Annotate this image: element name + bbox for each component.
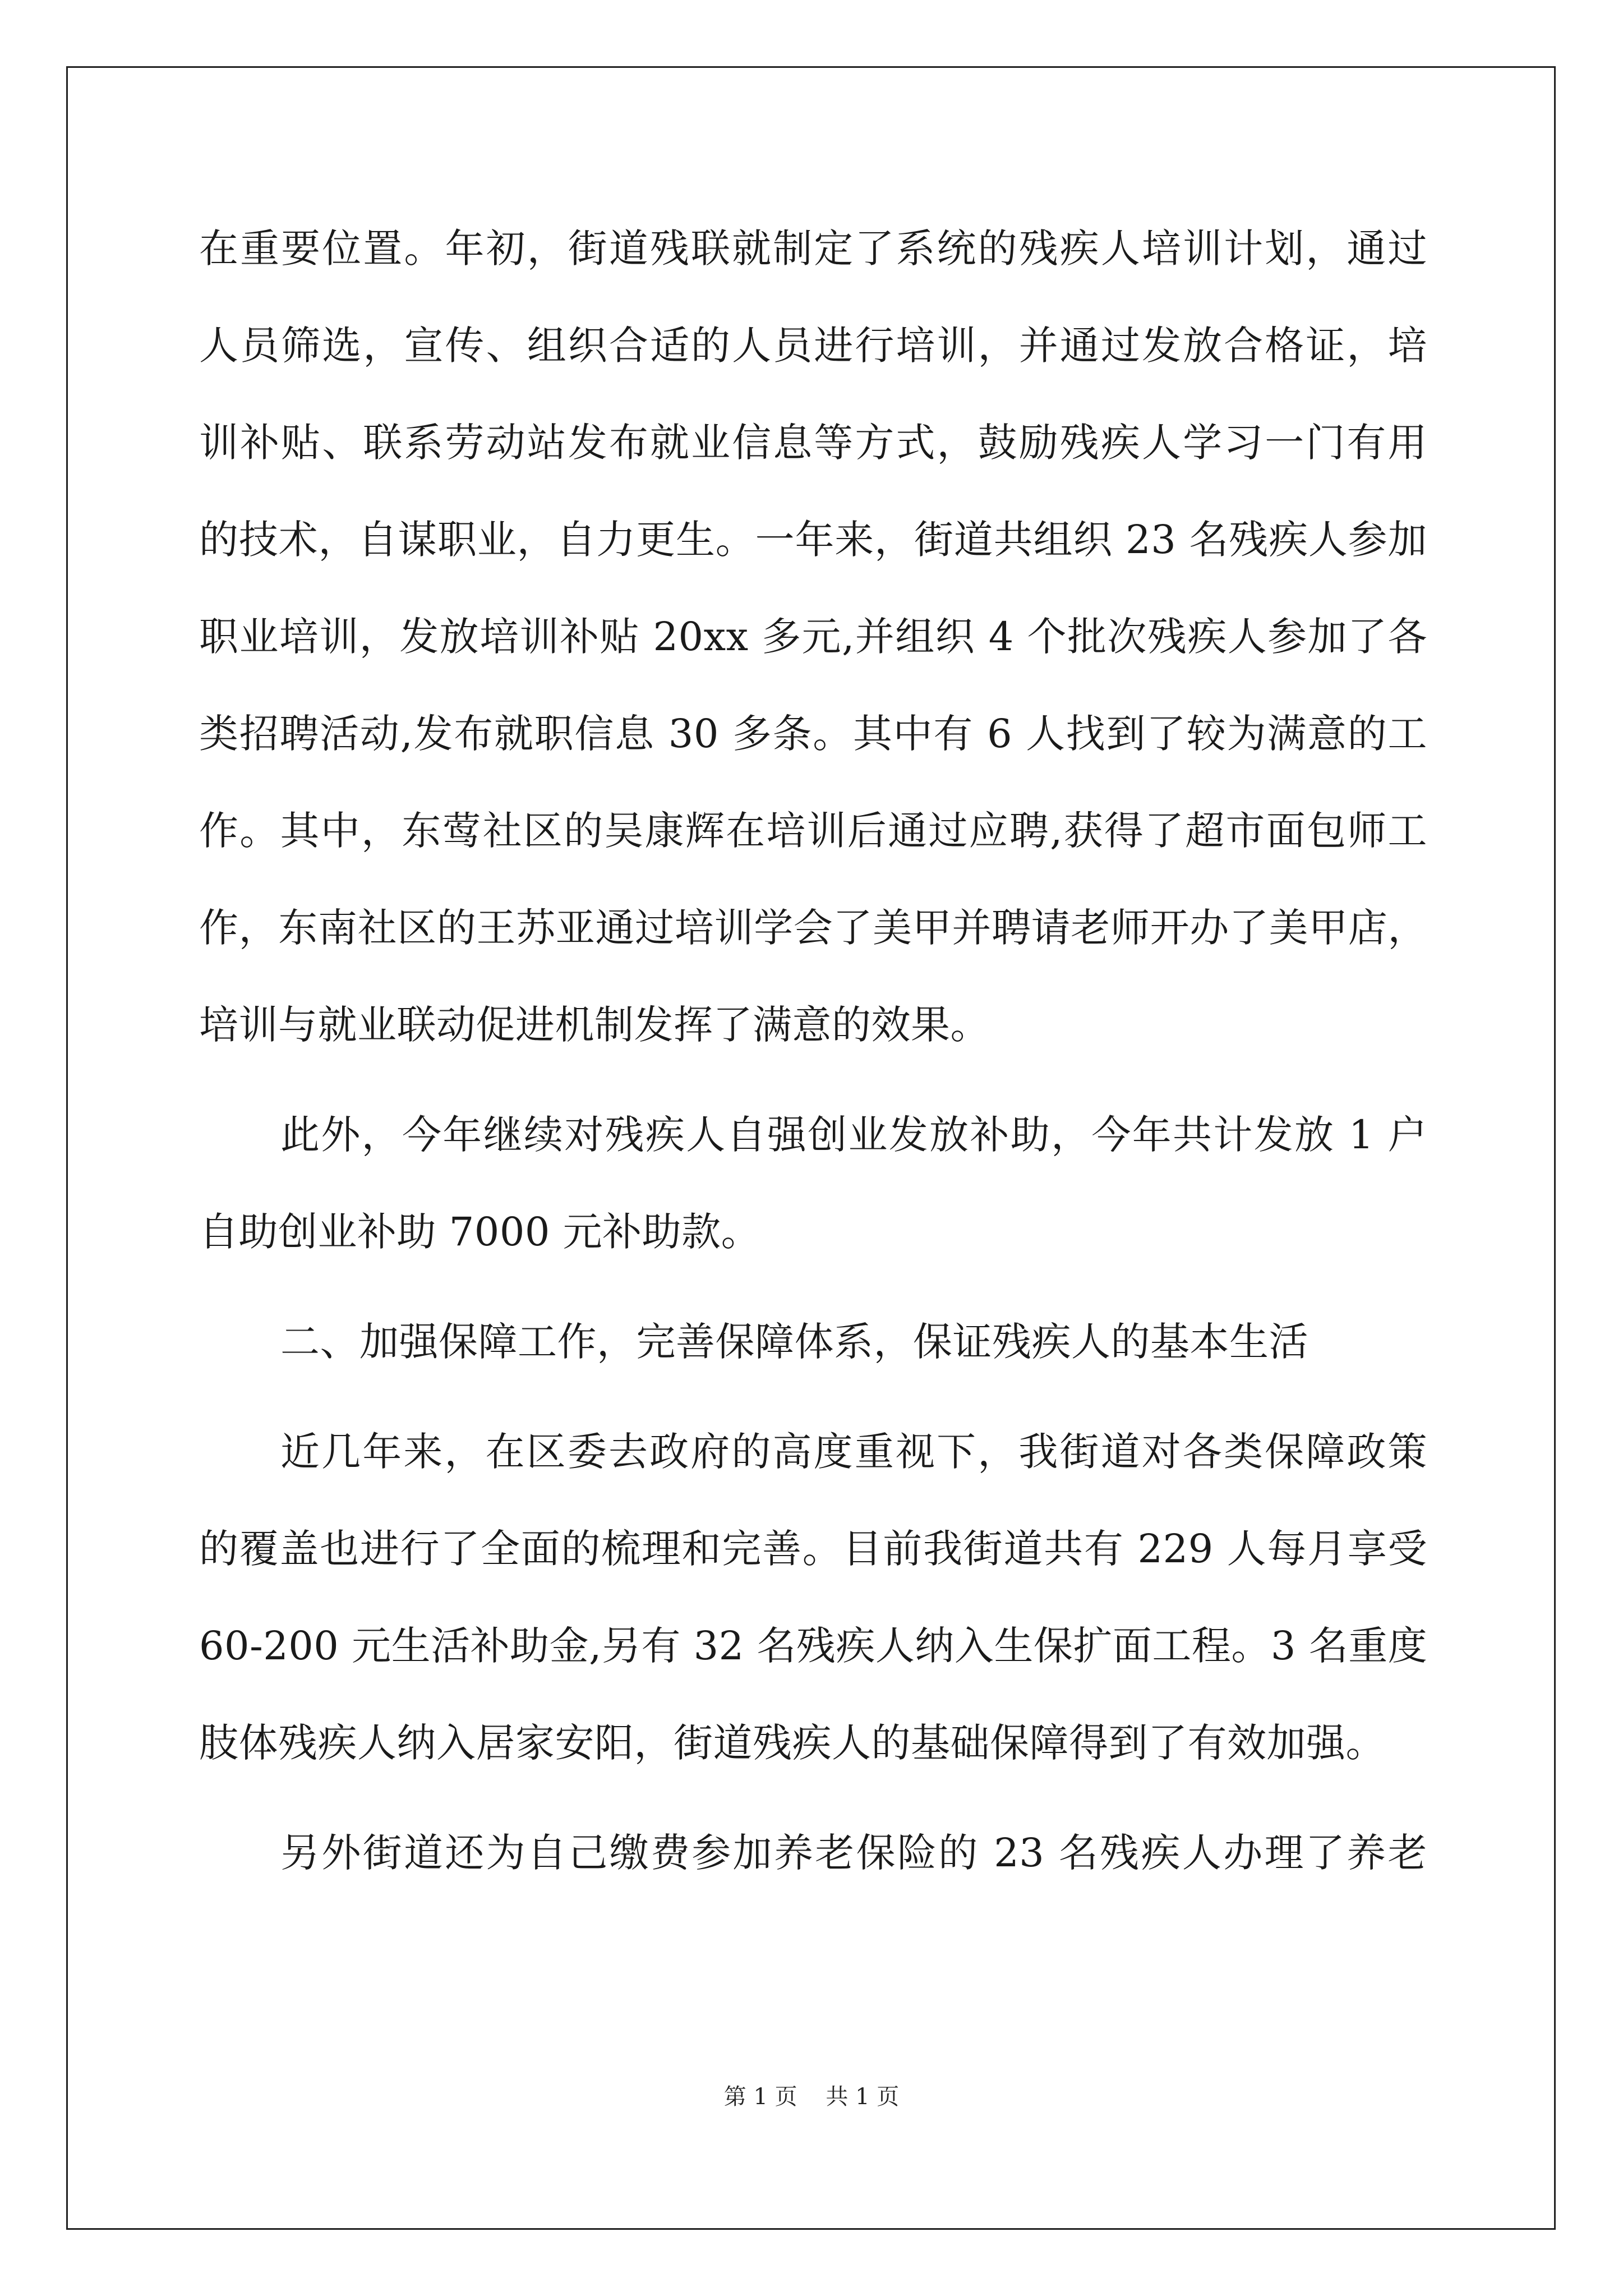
paragraph-line: 自助创业补助 7000 元补助款。 bbox=[199, 1209, 761, 1255]
paragraph-line: 的覆盖也进行了全面的梳理和完善。目前我街道共有 229 人每月享受 bbox=[199, 1526, 1427, 1572]
paragraph-line: 职业培训，发放培训补贴 20xx 多元,并组织 4 个批次残疾人参加了各 bbox=[199, 614, 1427, 660]
paragraph-line: 肢体残疾人纳入居家安阳，街道残疾人的基础保障得到了有效加强。 bbox=[199, 1720, 1385, 1766]
page-footer bbox=[0, 2083, 1623, 2111]
paragraph-line: 近几年来，在区委去政府的高度重视下，我街道对各类保障政策 bbox=[280, 1429, 1427, 1475]
paragraph-line: 作。其中，东莺社区的吴康辉在培训后通过应聘,获得了超市面包师工 bbox=[199, 808, 1427, 854]
paragraph-line: 此外，今年继续对残疾人自强创业发放补助，今年共计发放 1 户 bbox=[280, 1112, 1427, 1158]
section-heading: 二、加强保障工作，完善保障体系，保证残疾人的基本生活 bbox=[280, 1319, 1308, 1365]
paragraph-line: 作，东南社区的王苏亚通过培训学会了美甲并聘请老师开办了美甲店， bbox=[199, 905, 1427, 951]
page-number: 第 1 页 bbox=[723, 2084, 797, 2110]
page-total: 共 1 页 bbox=[826, 2084, 900, 2110]
paragraph-line: 训补贴、联系劳动站发布就业信息等方式，鼓励残疾人学习一门有用 bbox=[199, 420, 1427, 466]
paragraph-line: 的技术，自谋职业，自力更生。一年来，街道共组织 23 名残疾人参加 bbox=[199, 517, 1427, 563]
document-body bbox=[199, 222, 1427, 1923]
paragraph-line: 人员筛选，宣传、组织合适的人员进行培训，并通过发放合格证，培 bbox=[199, 323, 1427, 369]
paragraph-line: 另外街道还为自己缴费参加养老保险的 23 名残疾人办理了养老 bbox=[280, 1830, 1427, 1876]
paragraph-line: 培训与就业联动促进机制发挥了满意的效果。 bbox=[199, 1002, 990, 1048]
paragraph-line: 60-200 元生活补助金,另有 32 名残疾人纳入生保扩面工程。3 名重度 bbox=[199, 1623, 1428, 1669]
paragraph-line: 类招聘活动,发布就职信息 30 多条。其中有 6 人找到了较为满意的工 bbox=[199, 711, 1427, 757]
paragraph-line: 在重要位置。年初，街道残联就制定了系统的残疾人培训计划，通过 bbox=[199, 226, 1427, 272]
